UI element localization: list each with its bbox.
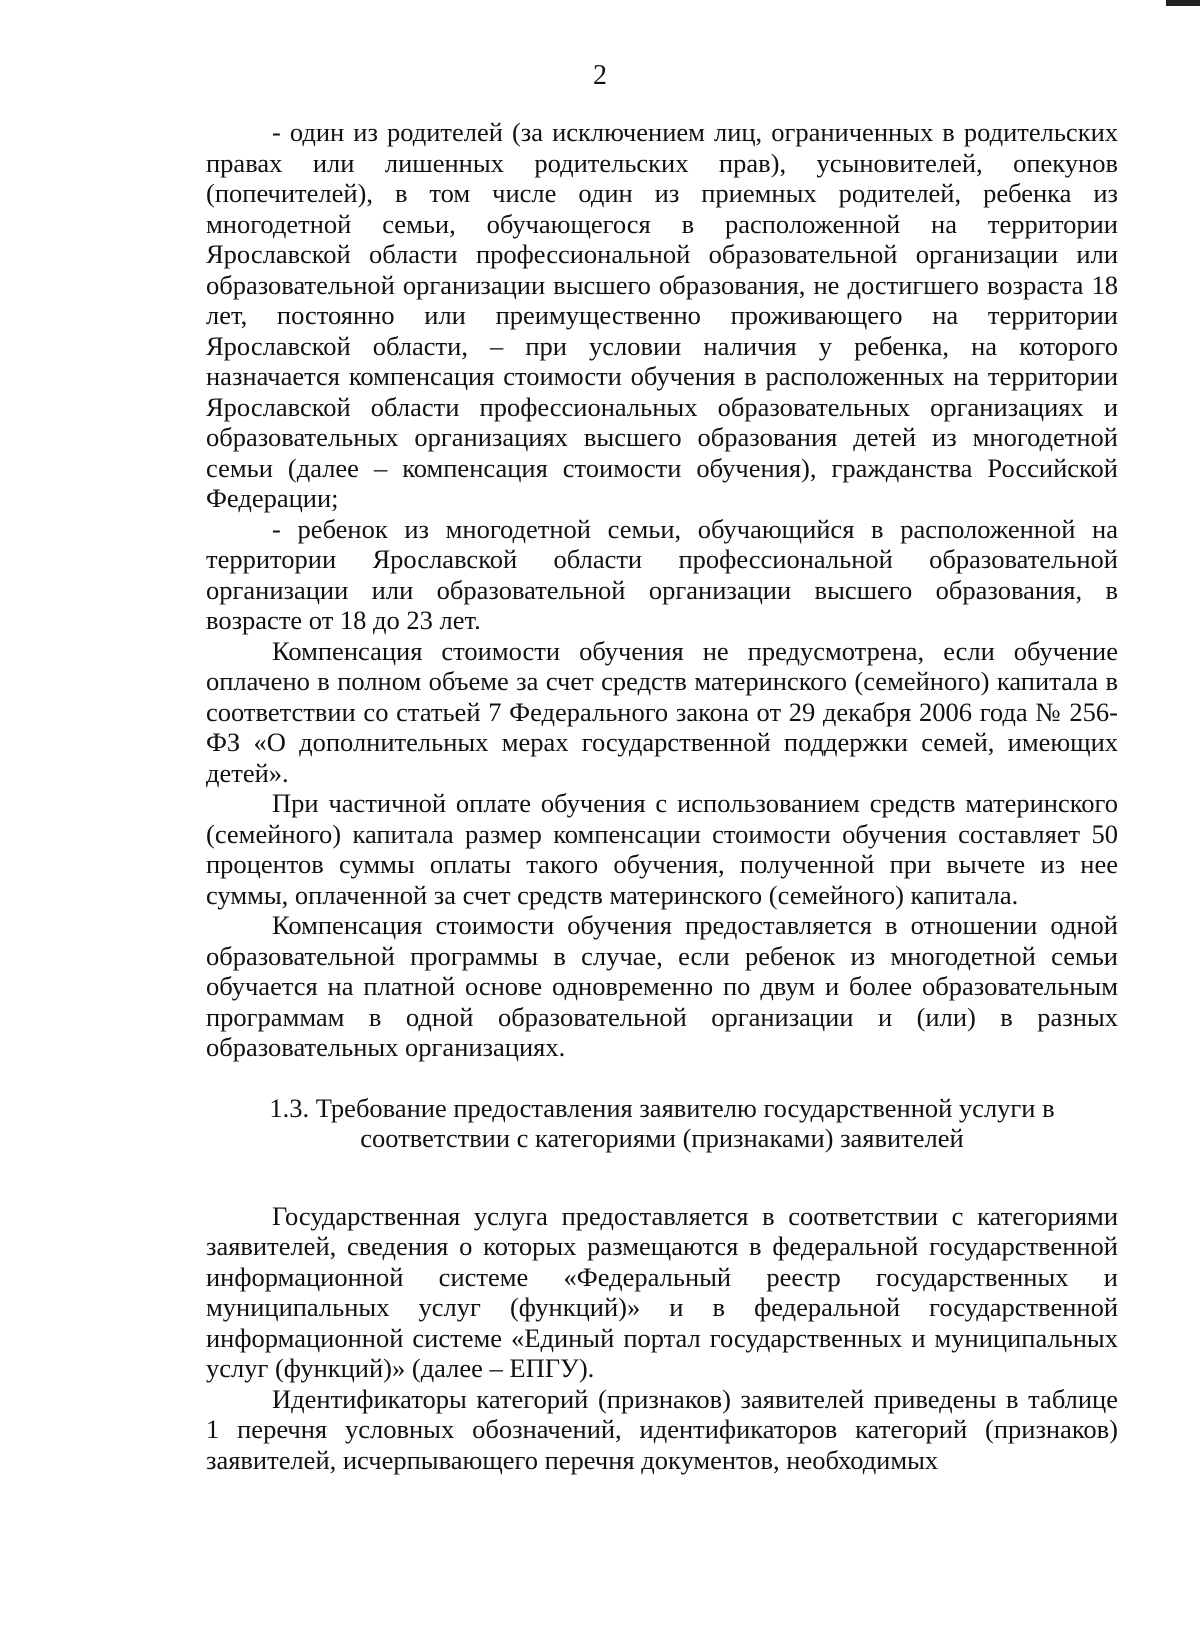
paragraph: - один из родителей (за исключением лиц, ограниченных в родительских правах или лишенных родительских прав), усыновителей, опекунов (попечителей), в том числе один из приемных родителей, ребенка из многодетной семьи, обучающегося в расположенной на территории Ярославской области профессиональной образовательной организации или образовательной организации высшего образования, не достигшего возраста 18 лет, постоянно или преимущественно проживающего на территории Ярославской области, – при условии наличия у ребенка, на которого назначается компенсация стоимости обучения в расположенных на территории Ярославской области профессиональных образовательных организациях и образовательных организациях высшего образования детей из многодетной семьи (далее – компенсация стоимости обучения), гражданства Российской Федерации; [206,117,1118,513]
paragraph: Компенсация стоимости обучения не предусмотрена, если обучение оплачено в полном объеме за счет средств материнского (семейного) капитала в соответствии со статьей 7 Федерального закона от 29 декабря 2006 года № 256-ФЗ «О дополнительных мерах государственной поддержки семей, имеющих детей». [206,635,1118,788]
paragraph: Компенсация стоимости обучения предоставляется в отношении одной образовательной программы в случае, если ребенок из многодетной семьи обучается на платной основе одновременно по двум и более образовательным программам в одной образовательной организации и (или) в разных образовательных организациях. [206,910,1118,1062]
scan-corner-mark [1166,0,1200,6]
paragraph: Идентификаторы категорий (признаков) заявителей приведены в таблице 1 перечня условных обозначений, идентификаторов категорий (признаков) заявителей, исчерпывающего перечня документов, необходимых [206,1383,1118,1475]
paragraph: Государственная услуга предоставляется в соответствии с категориями заявителей, сведения о которых размещаются в федеральной государственной информационной системе «Федеральный реестр государственных и муниципальных услуг (функций)» и в федеральной государственной информационной системе «Единый портал государственных и муниципальных услуг (функций)» (далее – ЕПГУ). [206,1200,1118,1383]
paragraph: - ребенок из многодетной семьи, обучающийся в расположенной на территории Ярославской области профессиональной образовательной организации или образовательной организации высшего образования, в возрасте от 18 до 23 лет. [206,513,1118,635]
document-body [206,117,1118,1475]
paragraph: При частичной оплате обучения с использованием средств материнского (семейного) капитала размер компенсации стоимости обучения составляет 50 процентов суммы оплаты такого обучения, полученной при вычете из нее суммы, оплаченной за счет средств материнского (семейного) капитала. [206,788,1118,910]
page-number: 2 [593,60,607,91]
section-heading: 1.3. Требование предоставления заявителю государственной услуги в соответствии с категориями (признаками) заявителей [269,1092,1055,1153]
